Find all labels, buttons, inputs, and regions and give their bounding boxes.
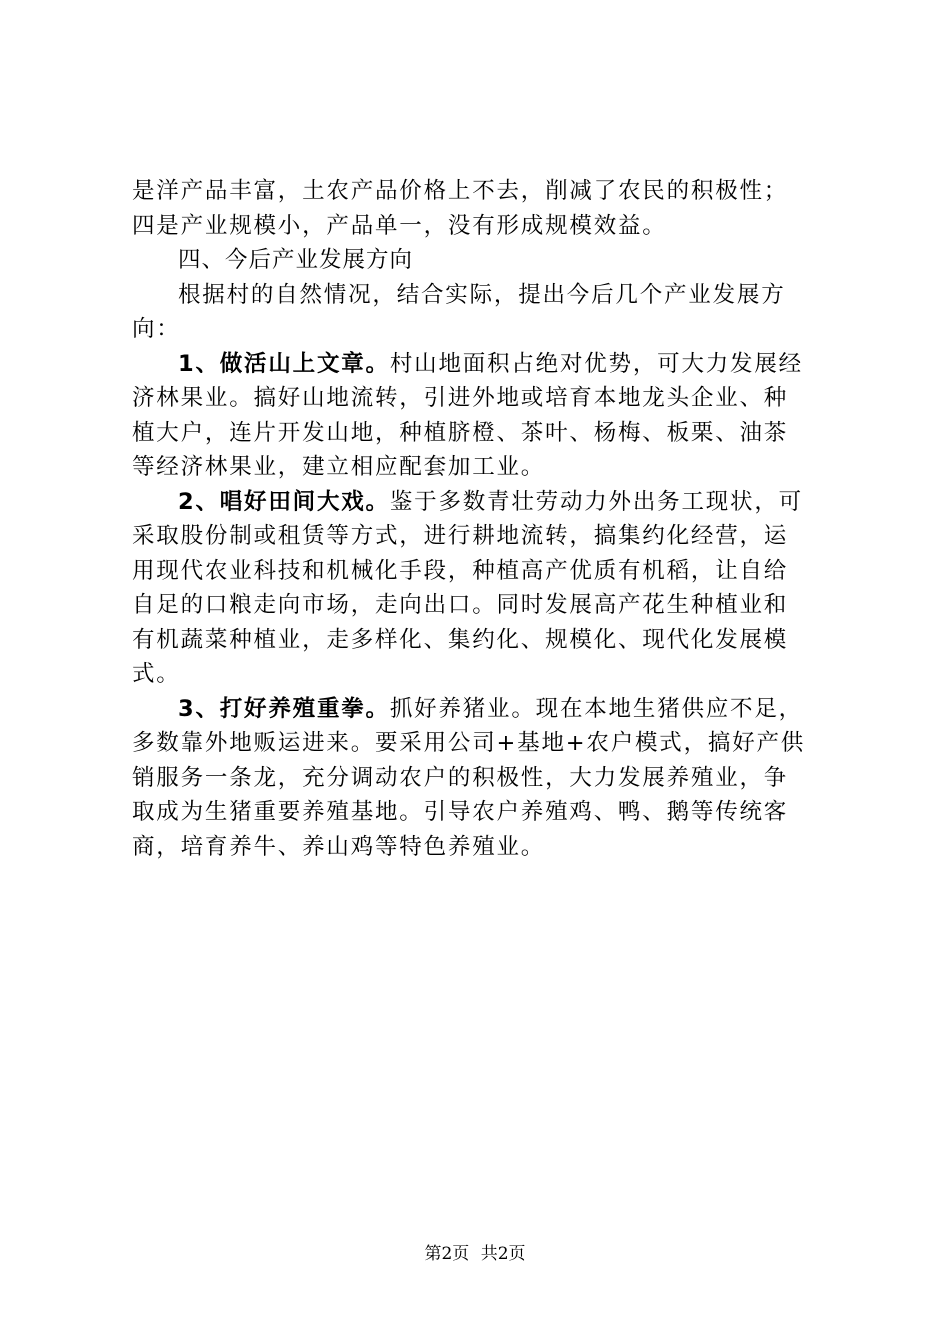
paragraph-line: 销服务一条龙，充分调动农户的积极性，大力发展养殖业，争 [132, 764, 789, 791]
item-2-first-line [132, 485, 832, 520]
paragraph-line: 村山地面积占绝对优势，可大力发展经 [389, 350, 803, 377]
paragraph-line: 用现代农业科技和机械化手段，种植高产优质有机稻，让自给 [132, 557, 789, 584]
paragraph-line: 根据村的自然情况，结合实际，提出今后几个产业发展方 [178, 281, 786, 308]
page-footer [0, 1242, 950, 1266]
item-3-title: 3、打好养殖重拳。 [178, 695, 390, 722]
paragraph-line: 式。 [132, 661, 181, 687]
paragraph-line: 采取股份制或租赁等方式，进行耕地流转，搞集约化经营，运 [132, 523, 789, 549]
paragraph-line: 有机蔬菜种植业，走多样化、集约化、规模化、现代化发展模 [132, 626, 789, 653]
item-2-title: 2、唱好田间大戏。 [178, 488, 390, 515]
paragraph-line: 自足的口粮走向市场，走向出口。同时发展高产花生种植业和 [132, 592, 789, 618]
paragraph-line: 四是产业规模小，产品单一，没有形成规模效益。 [132, 212, 667, 239]
paragraph-line: 多数靠外地贩运进来。要采用公司+基地+农户模式，搞好产供 [132, 730, 806, 756]
page-total: 共2页 [480, 1244, 526, 1264]
paragraph-line: 鉴于多数青壮劳动力外出务工现状，可 [389, 488, 803, 515]
item-1-title: 1、做活山上文章。 [178, 350, 390, 377]
paragraph-line: 等经济林果业，建立相应配套加工业。 [132, 454, 546, 480]
document-body [132, 174, 832, 864]
section-heading: 四、今后产业发展方向 [178, 247, 414, 273]
paragraph-line: 取成为生猪重要养殖基地。引导农户养殖鸡、鸭、鹅等传统客 [132, 799, 789, 825]
paragraph-line: 向： [132, 316, 181, 342]
paragraph-line: 济林果业。搞好山地流转，引进外地或培育本地龙头企业、种 [132, 385, 789, 411]
paragraph-line: 商，培育养牛、养山鸡等特色养殖业。 [132, 833, 546, 860]
paragraph-line: 植大户，连片开发山地，种植脐橙、茶叶、杨梅、板栗、油茶 [132, 419, 789, 446]
page-number: 第2页 [424, 1244, 470, 1264]
item-3-first-line [132, 692, 832, 727]
paragraph-line: 是洋产品丰富，土农产品价格上不去，削减了农民的积极性； [132, 178, 789, 204]
paragraph-line: 抓好养猪业。现在本地生猪供应不足， [389, 695, 803, 722]
item-1-first-line [132, 347, 832, 382]
